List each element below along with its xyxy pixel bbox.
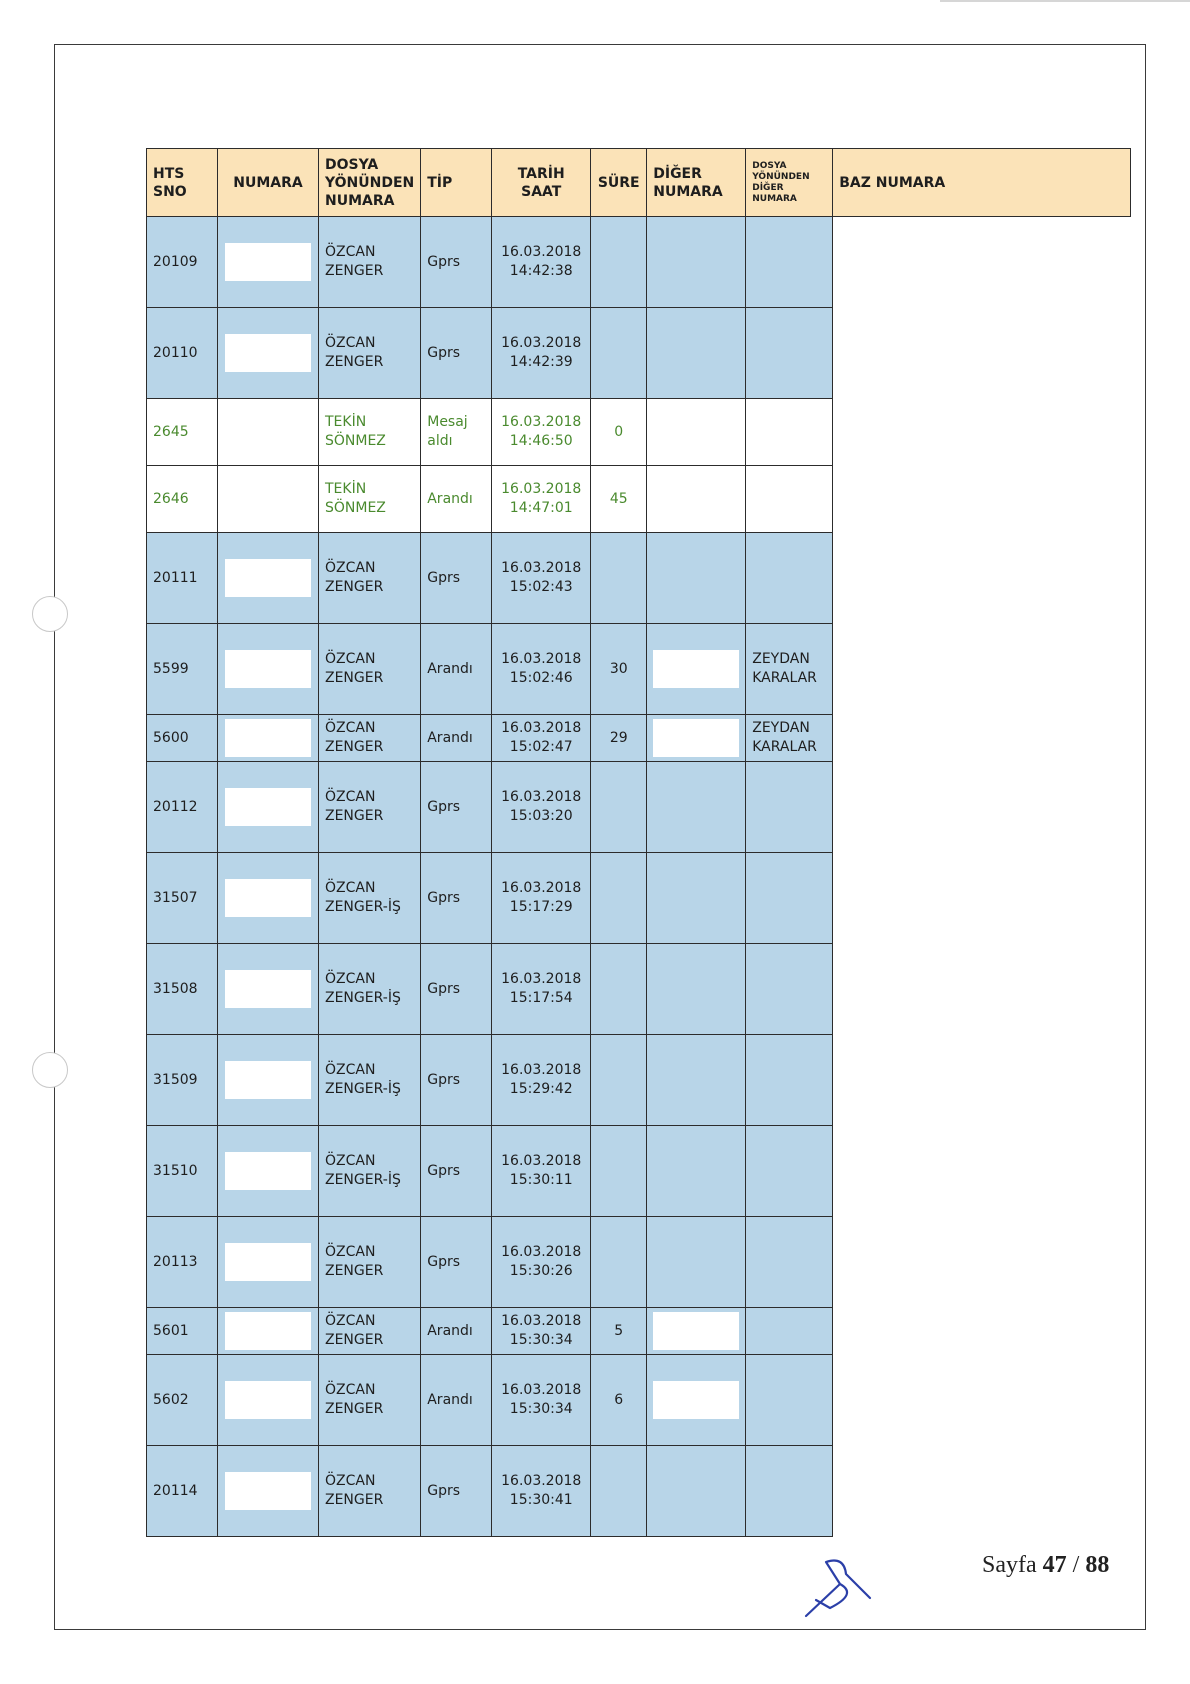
table-row bbox=[147, 308, 1131, 399]
cell-dosya-yonunden-numara: ÖZCAN ZENGER bbox=[319, 762, 421, 853]
cell-diger-numara bbox=[647, 715, 746, 762]
table-body bbox=[147, 217, 1131, 1537]
cell-numara bbox=[218, 1446, 319, 1537]
cell-diger-numara bbox=[647, 1446, 746, 1537]
cell-dosya-yonunden-diger-numara bbox=[746, 853, 833, 944]
cell-hts-sno: 5599 bbox=[147, 624, 218, 715]
cell-dosya-yonunden-diger-numara bbox=[746, 399, 833, 466]
cell-numara bbox=[218, 399, 319, 466]
page-prefix: Sayfa bbox=[982, 1552, 1037, 1578]
cell-sure bbox=[591, 1035, 647, 1126]
cell-tip: Gprs bbox=[421, 308, 492, 399]
cell-diger-numara bbox=[647, 1126, 746, 1217]
cell-tarih-saat: 16.03.2018 15:17:29 bbox=[492, 853, 591, 944]
cell-tip: Gprs bbox=[421, 1126, 492, 1217]
cell-baz-numara bbox=[833, 853, 1131, 944]
cell-dosya-yonunden-diger-numara bbox=[746, 1035, 833, 1126]
cell-sure: 45 bbox=[591, 466, 647, 533]
cell-hts-sno: 5601 bbox=[147, 1308, 218, 1355]
redacted-number bbox=[225, 788, 311, 826]
cell-diger-numara bbox=[647, 1308, 746, 1355]
cell-sure bbox=[591, 762, 647, 853]
header-diger-numara: DİĞER NUMARA bbox=[647, 149, 746, 217]
header-dosya-yonunden-diger-numara: DOSYA YÖNÜNDEN DİĞER NUMARA bbox=[746, 149, 833, 217]
cell-baz-numara bbox=[833, 1355, 1131, 1446]
cell-tarih-saat: 16.03.2018 15:30:41 bbox=[492, 1446, 591, 1537]
cell-hts-sno: 20110 bbox=[147, 308, 218, 399]
cell-dosya-yonunden-diger-numara: ZEYDAN KARALAR bbox=[746, 624, 833, 715]
cell-numara bbox=[218, 944, 319, 1035]
cell-baz-numara bbox=[833, 762, 1131, 853]
cell-baz-numara bbox=[833, 715, 1131, 762]
cell-dosya-yonunden-diger-numara bbox=[746, 533, 833, 624]
scan-edge-line bbox=[940, 0, 1190, 2]
cell-hts-sno: 31509 bbox=[147, 1035, 218, 1126]
cell-tarih-saat: 16.03.2018 15:30:26 bbox=[492, 1217, 591, 1308]
cell-sure bbox=[591, 217, 647, 308]
cell-dosya-yonunden-numara: ÖZCAN ZENGER bbox=[319, 1355, 421, 1446]
signature-mark bbox=[800, 1554, 880, 1624]
page-separator: / bbox=[1072, 1552, 1080, 1578]
cell-sure bbox=[591, 533, 647, 624]
cell-diger-numara bbox=[647, 944, 746, 1035]
cell-tip: Gprs bbox=[421, 1446, 492, 1537]
cell-tarih-saat: 16.03.2018 14:42:39 bbox=[492, 308, 591, 399]
cell-numara bbox=[218, 217, 319, 308]
cell-tarih-saat: 16.03.2018 15:30:11 bbox=[492, 1126, 591, 1217]
cell-dosya-yonunden-diger-numara bbox=[746, 308, 833, 399]
cell-hts-sno: 20113 bbox=[147, 1217, 218, 1308]
cell-dosya-yonunden-numara: ÖZCAN ZENGER-İŞ bbox=[319, 853, 421, 944]
redacted-number bbox=[225, 879, 311, 917]
cell-dosya-yonunden-numara: ÖZCAN ZENGER bbox=[319, 1217, 421, 1308]
table-row bbox=[147, 624, 1131, 715]
redacted-number bbox=[225, 970, 311, 1008]
cell-numara bbox=[218, 466, 319, 533]
cell-baz-numara bbox=[833, 624, 1131, 715]
cell-dosya-yonunden-numara: ÖZCAN ZENGER-İŞ bbox=[319, 1035, 421, 1126]
redacted-number bbox=[225, 719, 311, 757]
table-row bbox=[147, 399, 1131, 466]
page-current: 47 bbox=[1042, 1552, 1067, 1578]
cell-hts-sno: 20109 bbox=[147, 217, 218, 308]
cell-sure bbox=[591, 853, 647, 944]
cell-dosya-yonunden-numara: ÖZCAN ZENGER bbox=[319, 1308, 421, 1355]
redacted-number bbox=[225, 1381, 311, 1419]
table-row bbox=[147, 466, 1131, 533]
cell-numara bbox=[218, 1308, 319, 1355]
cell-tip: Gprs bbox=[421, 1035, 492, 1126]
cell-numara bbox=[218, 1035, 319, 1126]
cell-diger-numara bbox=[647, 533, 746, 624]
cell-baz-numara bbox=[833, 217, 1131, 308]
cell-numara bbox=[218, 715, 319, 762]
cell-tip: Gprs bbox=[421, 1217, 492, 1308]
cell-tarih-saat: 16.03.2018 14:47:01 bbox=[492, 466, 591, 533]
cell-dosya-yonunden-numara: ÖZCAN ZENGER bbox=[319, 624, 421, 715]
cell-baz-numara bbox=[833, 1126, 1131, 1217]
cell-numara bbox=[218, 533, 319, 624]
table-row bbox=[147, 1126, 1131, 1217]
table-row bbox=[147, 1355, 1131, 1446]
page-number bbox=[982, 1552, 1109, 1579]
hts-record-table bbox=[146, 148, 1131, 1537]
cell-baz-numara bbox=[833, 533, 1131, 624]
cell-dosya-yonunden-diger-numara bbox=[746, 762, 833, 853]
cell-tip: Arandı bbox=[421, 466, 492, 533]
cell-tip: Arandı bbox=[421, 1355, 492, 1446]
cell-dosya-yonunden-diger-numara bbox=[746, 1217, 833, 1308]
header-numara: NUMARA bbox=[218, 149, 319, 217]
table-row bbox=[147, 762, 1131, 853]
cell-dosya-yonunden-numara: ÖZCAN ZENGER bbox=[319, 1446, 421, 1537]
cell-tip: Gprs bbox=[421, 944, 492, 1035]
cell-tarih-saat: 16.03.2018 14:42:38 bbox=[492, 217, 591, 308]
cell-sure: 6 bbox=[591, 1355, 647, 1446]
cell-dosya-yonunden-numara: ÖZCAN ZENGER-İŞ bbox=[319, 1126, 421, 1217]
cell-numara bbox=[218, 1217, 319, 1308]
cell-dosya-yonunden-numara: ÖZCAN ZENGER bbox=[319, 217, 421, 308]
redacted-number bbox=[225, 243, 311, 281]
cell-sure: 5 bbox=[591, 1308, 647, 1355]
cell-hts-sno: 2645 bbox=[147, 399, 218, 466]
header-sure: SÜRE bbox=[591, 149, 647, 217]
cell-dosya-yonunden-diger-numara: ZEYDAN KARALAR bbox=[746, 715, 833, 762]
redacted-number bbox=[225, 1152, 311, 1190]
cell-tarih-saat: 16.03.2018 15:02:47 bbox=[492, 715, 591, 762]
cell-baz-numara bbox=[833, 1217, 1131, 1308]
cell-numara bbox=[218, 853, 319, 944]
redacted-number bbox=[225, 650, 311, 688]
cell-diger-numara bbox=[647, 1217, 746, 1308]
cell-sure bbox=[591, 1446, 647, 1537]
cell-diger-numara bbox=[647, 762, 746, 853]
cell-diger-numara bbox=[647, 466, 746, 533]
cell-hts-sno: 20112 bbox=[147, 762, 218, 853]
cell-sure bbox=[591, 944, 647, 1035]
punch-hole-upper bbox=[32, 596, 68, 632]
cell-numara bbox=[218, 308, 319, 399]
cell-diger-numara bbox=[647, 853, 746, 944]
header-tip: TİP bbox=[421, 149, 492, 217]
redacted-number bbox=[225, 1061, 311, 1099]
cell-dosya-yonunden-diger-numara bbox=[746, 1126, 833, 1217]
cell-tip: Mesaj aldı bbox=[421, 399, 492, 466]
cell-dosya-yonunden-diger-numara bbox=[746, 217, 833, 308]
punch-hole-lower bbox=[32, 1052, 68, 1088]
page-total: 88 bbox=[1085, 1552, 1110, 1578]
table-header-row bbox=[147, 149, 1131, 217]
cell-dosya-yonunden-numara: ÖZCAN ZENGER-İŞ bbox=[319, 944, 421, 1035]
redacted-number bbox=[225, 1243, 311, 1281]
cell-baz-numara bbox=[833, 466, 1131, 533]
cell-sure bbox=[591, 1217, 647, 1308]
redacted-number bbox=[225, 1472, 311, 1510]
table-row bbox=[147, 1035, 1131, 1126]
table-row bbox=[147, 715, 1131, 762]
cell-dosya-yonunden-diger-numara bbox=[746, 1308, 833, 1355]
cell-tarih-saat: 16.03.2018 15:03:20 bbox=[492, 762, 591, 853]
cell-dosya-yonunden-diger-numara bbox=[746, 944, 833, 1035]
cell-tip: Gprs bbox=[421, 762, 492, 853]
cell-hts-sno: 20111 bbox=[147, 533, 218, 624]
cell-dosya-yonunden-numara: TEKİN SÖNMEZ bbox=[319, 466, 421, 533]
redacted-number bbox=[653, 719, 739, 757]
redacted-number bbox=[225, 1312, 311, 1350]
cell-dosya-yonunden-numara: TEKİN SÖNMEZ bbox=[319, 399, 421, 466]
redacted-number bbox=[653, 1312, 739, 1350]
cell-dosya-yonunden-diger-numara bbox=[746, 1355, 833, 1446]
cell-tip: Arandı bbox=[421, 624, 492, 715]
cell-numara bbox=[218, 762, 319, 853]
cell-hts-sno: 5600 bbox=[147, 715, 218, 762]
cell-numara bbox=[218, 624, 319, 715]
cell-tarih-saat: 16.03.2018 14:46:50 bbox=[492, 399, 591, 466]
table-row bbox=[147, 944, 1131, 1035]
cell-baz-numara bbox=[833, 399, 1131, 466]
header-tarih-saat: TARİH SAAT bbox=[492, 149, 591, 217]
cell-baz-numara bbox=[833, 308, 1131, 399]
cell-diger-numara bbox=[647, 308, 746, 399]
table-row bbox=[147, 533, 1131, 624]
cell-diger-numara bbox=[647, 1035, 746, 1126]
cell-baz-numara bbox=[833, 1035, 1131, 1126]
cell-tarih-saat: 16.03.2018 15:17:54 bbox=[492, 944, 591, 1035]
cell-dosya-yonunden-numara: ÖZCAN ZENGER bbox=[319, 715, 421, 762]
cell-tip: Arandı bbox=[421, 715, 492, 762]
cell-sure bbox=[591, 308, 647, 399]
table-row bbox=[147, 217, 1131, 308]
cell-baz-numara bbox=[833, 944, 1131, 1035]
cell-tip: Arandı bbox=[421, 1308, 492, 1355]
cell-tarih-saat: 16.03.2018 15:29:42 bbox=[492, 1035, 591, 1126]
cell-tip: Gprs bbox=[421, 533, 492, 624]
cell-baz-numara bbox=[833, 1308, 1131, 1355]
cell-hts-sno: 20114 bbox=[147, 1446, 218, 1537]
cell-hts-sno: 31510 bbox=[147, 1126, 218, 1217]
redacted-number bbox=[653, 1381, 739, 1419]
header-hts-sno: HTS SNO bbox=[147, 149, 218, 217]
cell-tarih-saat: 16.03.2018 15:30:34 bbox=[492, 1308, 591, 1355]
table-row bbox=[147, 1308, 1131, 1355]
cell-sure bbox=[591, 1126, 647, 1217]
cell-numara bbox=[218, 1126, 319, 1217]
cell-sure: 29 bbox=[591, 715, 647, 762]
redacted-number bbox=[225, 334, 311, 372]
cell-hts-sno: 5602 bbox=[147, 1355, 218, 1446]
cell-hts-sno: 2646 bbox=[147, 466, 218, 533]
cell-tip: Gprs bbox=[421, 853, 492, 944]
cell-dosya-yonunden-diger-numara bbox=[746, 466, 833, 533]
cell-dosya-yonunden-numara: ÖZCAN ZENGER bbox=[319, 308, 421, 399]
cell-dosya-yonunden-numara: ÖZCAN ZENGER bbox=[319, 533, 421, 624]
cell-tarih-saat: 16.03.2018 15:02:46 bbox=[492, 624, 591, 715]
cell-sure: 0 bbox=[591, 399, 647, 466]
table-row bbox=[147, 1217, 1131, 1308]
table-row bbox=[147, 1446, 1131, 1537]
cell-dosya-yonunden-diger-numara bbox=[746, 1446, 833, 1537]
cell-hts-sno: 31508 bbox=[147, 944, 218, 1035]
table-row bbox=[147, 853, 1131, 944]
cell-tip: Gprs bbox=[421, 217, 492, 308]
cell-diger-numara bbox=[647, 217, 746, 308]
cell-diger-numara bbox=[647, 1355, 746, 1446]
cell-hts-sno: 31507 bbox=[147, 853, 218, 944]
header-baz-numara: BAZ NUMARA bbox=[833, 149, 1131, 217]
cell-sure: 30 bbox=[591, 624, 647, 715]
cell-baz-numara bbox=[833, 1446, 1131, 1537]
header-dosya-yonunden-numara: DOSYA YÖNÜNDEN NUMARA bbox=[319, 149, 421, 217]
cell-numara bbox=[218, 1355, 319, 1446]
cell-tarih-saat: 16.03.2018 15:30:34 bbox=[492, 1355, 591, 1446]
redacted-number bbox=[225, 559, 311, 597]
cell-tarih-saat: 16.03.2018 15:02:43 bbox=[492, 533, 591, 624]
cell-diger-numara bbox=[647, 624, 746, 715]
redacted-number bbox=[653, 650, 739, 688]
cell-diger-numara bbox=[647, 399, 746, 466]
